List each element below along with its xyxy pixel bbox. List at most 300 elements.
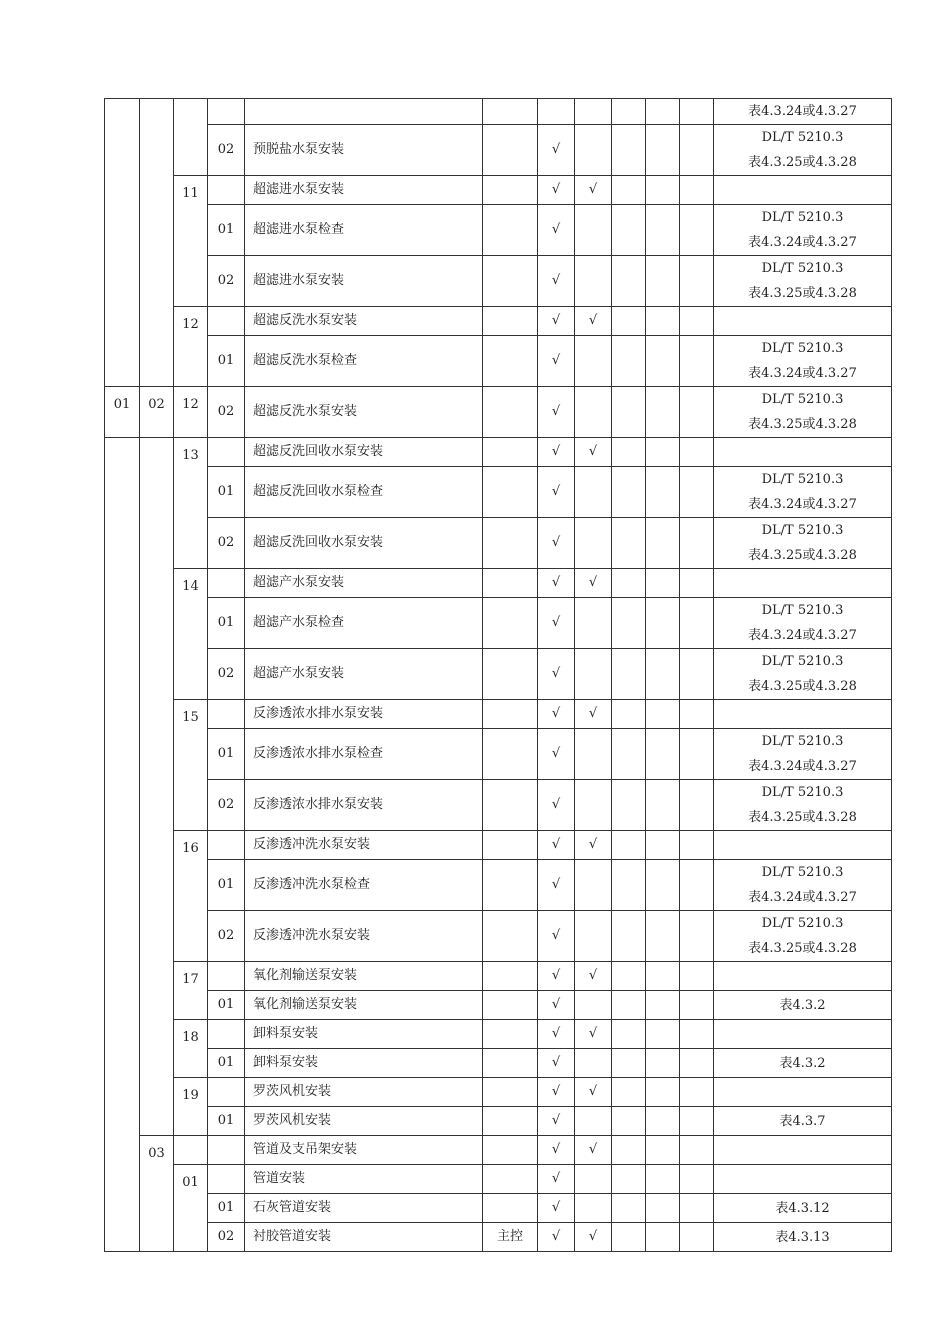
standard-reference [714,860,892,911]
unit-check-2 [575,387,612,438]
standard-line: DL/T 5210.3 [761,392,844,407]
unit-check-5 [680,1020,714,1049]
code-level-3: 15 [174,700,208,831]
unit-check-4 [646,256,680,307]
unit-check-4 [646,569,680,598]
item-code [208,99,245,125]
unit-check-4 [646,387,680,438]
item-name [245,99,483,125]
unit-check-4 [646,1107,680,1136]
unit-check-3 [612,256,646,307]
standard-reference [714,336,892,387]
table-row [105,962,892,991]
unit-check-3 [612,438,646,467]
unit-check-1: √ [538,176,575,205]
unit-check-5 [680,729,714,780]
unit-check-5 [680,336,714,387]
unit-check-4 [646,307,680,336]
item-name: 超滤进水泵检查 [245,205,483,256]
inspection-grade [483,438,538,467]
item-name: 卸料泵安装 [245,1020,483,1049]
unit-check-2: √ [575,962,612,991]
inspection-grade [483,1165,538,1194]
unit-check-3 [612,467,646,518]
inspection-grade [483,962,538,991]
code-level-3: 12 [174,387,208,438]
unit-check-1: √ [538,256,575,307]
inspection-grade [483,700,538,729]
item-code: 01 [208,860,245,911]
unit-check-2: √ [575,438,612,467]
item-name: 超滤反洗水泵安装 [245,387,483,438]
unit-check-4 [646,1020,680,1049]
item-name: 反渗透冲洗水泵检查 [245,860,483,911]
unit-check-2: √ [575,1078,612,1107]
unit-check-2: √ [575,700,612,729]
item-name: 超滤进水泵安装 [245,256,483,307]
standard-reference [714,1020,892,1049]
table-row [105,438,892,467]
unit-check-5 [680,518,714,569]
unit-check-3 [612,991,646,1020]
inspection-grade [483,729,538,780]
item-name: 衬胶管道安装 [245,1223,483,1252]
unit-check-5 [680,307,714,336]
table-row [105,1020,892,1049]
item-code [208,307,245,336]
table-row [105,598,892,649]
unit-check-3 [612,860,646,911]
inspection-grade [483,336,538,387]
unit-check-1: √ [538,911,575,962]
standard-reference [714,598,892,649]
item-name: 反渗透冲洗水泵安装 [245,911,483,962]
table-row [105,780,892,831]
item-name: 氧化剂输送泵安装 [245,991,483,1020]
unit-check-5 [680,438,714,467]
standard-reference [714,99,892,125]
unit-check-2: √ [575,1223,612,1252]
unit-check-1: √ [538,205,575,256]
standard-line: DL/T 5210.3 [761,916,844,931]
standard-line: 表4.3.24或4.3.27 [748,366,857,381]
unit-check-2 [575,467,612,518]
unit-check-5 [680,205,714,256]
unit-check-4 [646,99,680,125]
item-code: 01 [208,598,245,649]
code-level-3: 18 [174,1020,208,1078]
unit-check-1: √ [538,1223,575,1252]
table-row [105,518,892,569]
inspection-grade [483,831,538,860]
item-name: 超滤反洗水泵检查 [245,336,483,387]
table-row [105,729,892,780]
standard-line: 表4.3.24或4.3.27 [748,628,857,643]
unit-check-3 [612,1223,646,1252]
unit-check-1: √ [538,569,575,598]
unit-check-3 [612,1194,646,1223]
table-row [105,176,892,205]
standard-line: 表4.3.7 [779,1113,826,1129]
item-name: 反渗透冲洗水泵安装 [245,831,483,860]
standard-reference [714,1136,892,1165]
unit-check-2 [575,1165,612,1194]
standard-line: DL/T 5210.3 [761,785,844,800]
item-code: 01 [208,1194,245,1223]
unit-check-2: √ [575,307,612,336]
inspection-grade [483,176,538,205]
standard-line: DL/T 5210.3 [761,523,844,538]
item-code [208,831,245,860]
standard-line: 表4.3.2 [779,997,826,1013]
standard-reference [714,1223,892,1252]
code-level-2: 02 [140,387,174,438]
unit-check-1: √ [538,1049,575,1078]
unit-check-5 [680,1194,714,1223]
item-name: 管道安装 [245,1165,483,1194]
table-row [105,1078,892,1107]
standard-reference [714,387,892,438]
item-code [208,1136,245,1165]
unit-check-5 [680,700,714,729]
unit-check-3 [612,649,646,700]
standard-line: 表4.3.13 [775,1229,830,1245]
code-level-3: 12 [174,307,208,387]
code-level-3 [174,99,208,176]
inspection-grade [483,125,538,176]
unit-check-1: √ [538,831,575,860]
item-code: 01 [208,1049,245,1078]
item-code: 02 [208,649,245,700]
unit-check-1: √ [538,467,575,518]
table-row [105,649,892,700]
code-level-1 [105,99,140,387]
standard-line: 表4.3.24或4.3.27 [748,104,857,119]
table-row [105,991,892,1020]
standard-line: DL/T 5210.3 [761,734,844,749]
unit-check-2 [575,336,612,387]
standard-reference [714,1165,892,1194]
inspection-grade [483,1078,538,1107]
unit-check-3 [612,1165,646,1194]
item-name: 超滤产水泵安装 [245,569,483,598]
unit-check-5 [680,256,714,307]
unit-check-1: √ [538,1078,575,1107]
inspection-grade [483,991,538,1020]
unit-check-1: √ [538,336,575,387]
unit-check-1: √ [538,1194,575,1223]
code-level-2: 03 [140,1136,174,1252]
unit-check-4 [646,1165,680,1194]
unit-check-5 [680,780,714,831]
item-code: 01 [208,205,245,256]
standard-reference [714,991,892,1020]
unit-check-2: √ [575,569,612,598]
unit-check-2 [575,991,612,1020]
unit-check-4 [646,1223,680,1252]
unit-check-4 [646,518,680,569]
standard-line: 表4.3.25或4.3.28 [748,941,857,956]
standard-reference [714,569,892,598]
unit-check-2 [575,649,612,700]
standard-line: 表4.3.24或4.3.27 [748,497,857,512]
unit-check-5 [680,1223,714,1252]
unit-check-1: √ [538,649,575,700]
unit-check-2 [575,780,612,831]
item-code [208,700,245,729]
item-code: 02 [208,911,245,962]
item-code: 02 [208,780,245,831]
inspection-grade [483,780,538,831]
standard-reference [714,649,892,700]
unit-check-3 [612,307,646,336]
table-row [105,831,892,860]
unit-check-3 [612,831,646,860]
unit-check-5 [680,99,714,125]
inspection-grade [483,598,538,649]
unit-check-5 [680,467,714,518]
table-row [105,1223,892,1252]
unit-check-2 [575,125,612,176]
standard-line: 表4.3.25或4.3.28 [748,417,857,432]
item-name: 石灰管道安装 [245,1194,483,1223]
table-row [105,1107,892,1136]
unit-check-4 [646,780,680,831]
item-name: 预脱盐水泵安装 [245,125,483,176]
standard-line: DL/T 5210.3 [761,130,844,145]
unit-check-2 [575,860,612,911]
inspection-grade [483,1049,538,1078]
unit-check-5 [680,911,714,962]
unit-check-2 [575,911,612,962]
table-row [105,467,892,518]
unit-check-4 [646,729,680,780]
unit-check-4 [646,1136,680,1165]
standard-line: DL/T 5210.3 [761,603,844,618]
standard-line: 表4.3.25或4.3.28 [748,548,857,563]
unit-check-5 [680,125,714,176]
item-code: 02 [208,518,245,569]
table-row [105,1165,892,1194]
unit-check-1: √ [538,700,575,729]
standard-line: 表4.3.25或4.3.28 [748,286,857,301]
inspection-grade [483,1107,538,1136]
unit-check-2: √ [575,1020,612,1049]
standard-reference [714,1194,892,1223]
unit-check-1: √ [538,387,575,438]
item-name: 反渗透浓水排水泵安装 [245,700,483,729]
code-level-2 [140,438,174,1136]
table-row [105,99,892,125]
standard-line: 表4.3.12 [775,1200,830,1216]
inspection-grade [483,467,538,518]
unit-check-2: √ [575,176,612,205]
standard-line: DL/T 5210.3 [761,654,844,669]
item-name: 反渗透浓水排水泵安装 [245,780,483,831]
standard-line: DL/T 5210.3 [761,865,844,880]
code-level-3: 11 [174,176,208,307]
item-code: 01 [208,1107,245,1136]
unit-check-1: √ [538,125,575,176]
unit-check-3 [612,205,646,256]
unit-check-4 [646,911,680,962]
table-row [105,387,892,438]
item-code: 01 [208,336,245,387]
unit-check-4 [646,125,680,176]
standard-reference [714,1078,892,1107]
standard-reference [714,780,892,831]
unit-check-1: √ [538,1165,575,1194]
table-row [105,125,892,176]
unit-check-3 [612,598,646,649]
inspection-grade [483,569,538,598]
unit-check-3 [612,1049,646,1078]
table-row [105,1136,892,1165]
unit-check-4 [646,700,680,729]
item-code [208,176,245,205]
inspection-grade [483,387,538,438]
unit-check-5 [680,176,714,205]
item-code [208,962,245,991]
item-name: 罗茨风机安装 [245,1107,483,1136]
unit-check-4 [646,1078,680,1107]
unit-check-3 [612,1107,646,1136]
code-level-3: 01 [174,1165,208,1252]
item-name: 超滤产水泵检查 [245,598,483,649]
inspection-grade [483,1194,538,1223]
unit-check-1: √ [538,962,575,991]
standard-line: DL/T 5210.3 [761,472,844,487]
standard-line: 表4.3.24或4.3.27 [748,759,857,774]
standard-reference [714,467,892,518]
standard-line: DL/T 5210.3 [761,261,844,276]
unit-check-3 [612,387,646,438]
table-row [105,1194,892,1223]
item-code: 01 [208,729,245,780]
unit-check-3 [612,336,646,387]
unit-check-1: √ [538,307,575,336]
item-name: 超滤反洗回收水泵安装 [245,438,483,467]
standard-reference [714,1049,892,1078]
unit-check-4 [646,831,680,860]
standard-line: 表4.3.25或4.3.28 [748,155,857,170]
unit-check-4 [646,860,680,911]
unit-check-1: √ [538,518,575,569]
table-row [105,307,892,336]
standard-line: 表4.3.25或4.3.28 [748,810,857,825]
unit-check-3 [612,1078,646,1107]
unit-check-2 [575,1107,612,1136]
unit-check-5 [680,649,714,700]
item-name: 反渗透浓水排水泵检查 [245,729,483,780]
unit-check-3 [612,99,646,125]
inspection-grade [483,911,538,962]
unit-check-5 [680,598,714,649]
standard-line: 表4.3.24或4.3.27 [748,235,857,250]
unit-check-2 [575,598,612,649]
inspection-grade [483,307,538,336]
code-level-3: 13 [174,438,208,569]
table-row [105,860,892,911]
code-level-3 [174,1136,208,1165]
standard-reference [714,307,892,336]
standard-reference [714,831,892,860]
inspection-grade [483,518,538,569]
unit-check-3 [612,1020,646,1049]
unit-check-1: √ [538,1107,575,1136]
unit-check-4 [646,1194,680,1223]
standard-reference [714,125,892,176]
unit-check-5 [680,569,714,598]
unit-check-1: √ [538,991,575,1020]
standard-reference [714,1107,892,1136]
standard-reference [714,176,892,205]
unit-check-3 [612,518,646,569]
unit-check-1: √ [538,780,575,831]
item-name: 超滤产水泵安装 [245,649,483,700]
item-code: 02 [208,1223,245,1252]
unit-check-5 [680,1078,714,1107]
code-level-1: 01 [105,387,140,438]
unit-check-1: √ [538,598,575,649]
unit-check-4 [646,205,680,256]
table-row [105,911,892,962]
table-row [105,336,892,387]
table-row [105,1049,892,1078]
unit-check-2 [575,518,612,569]
item-name: 超滤进水泵安装 [245,176,483,205]
item-code [208,438,245,467]
inspection-grade [483,99,538,125]
inspection-grade [483,205,538,256]
unit-check-4 [646,991,680,1020]
unit-check-2 [575,99,612,125]
item-name: 氧化剂输送泵安装 [245,962,483,991]
code-level-3: 16 [174,831,208,962]
standard-line: 表4.3.24或4.3.27 [748,890,857,905]
unit-check-4 [646,962,680,991]
standard-reference [714,205,892,256]
item-code [208,1020,245,1049]
table-row [105,256,892,307]
standard-line: DL/T 5210.3 [761,341,844,356]
unit-check-5 [680,831,714,860]
unit-check-4 [646,176,680,205]
standard-line: 表4.3.2 [779,1055,826,1071]
unit-check-5 [680,1049,714,1078]
inspection-grade [483,649,538,700]
standard-reference [714,700,892,729]
unit-check-3 [612,125,646,176]
unit-check-5 [680,1107,714,1136]
unit-check-2 [575,256,612,307]
item-code: 02 [208,256,245,307]
unit-check-5 [680,1165,714,1194]
unit-check-5 [680,860,714,911]
item-code [208,569,245,598]
table-body [105,99,892,1252]
unit-check-3 [612,729,646,780]
unit-check-4 [646,649,680,700]
unit-check-4 [646,598,680,649]
code-level-3: 17 [174,962,208,1020]
standard-line: DL/T 5210.3 [761,210,844,225]
unit-check-4 [646,1049,680,1078]
item-name: 超滤反洗回收水泵检查 [245,467,483,518]
table-row [105,569,892,598]
unit-check-3 [612,700,646,729]
unit-check-3 [612,569,646,598]
